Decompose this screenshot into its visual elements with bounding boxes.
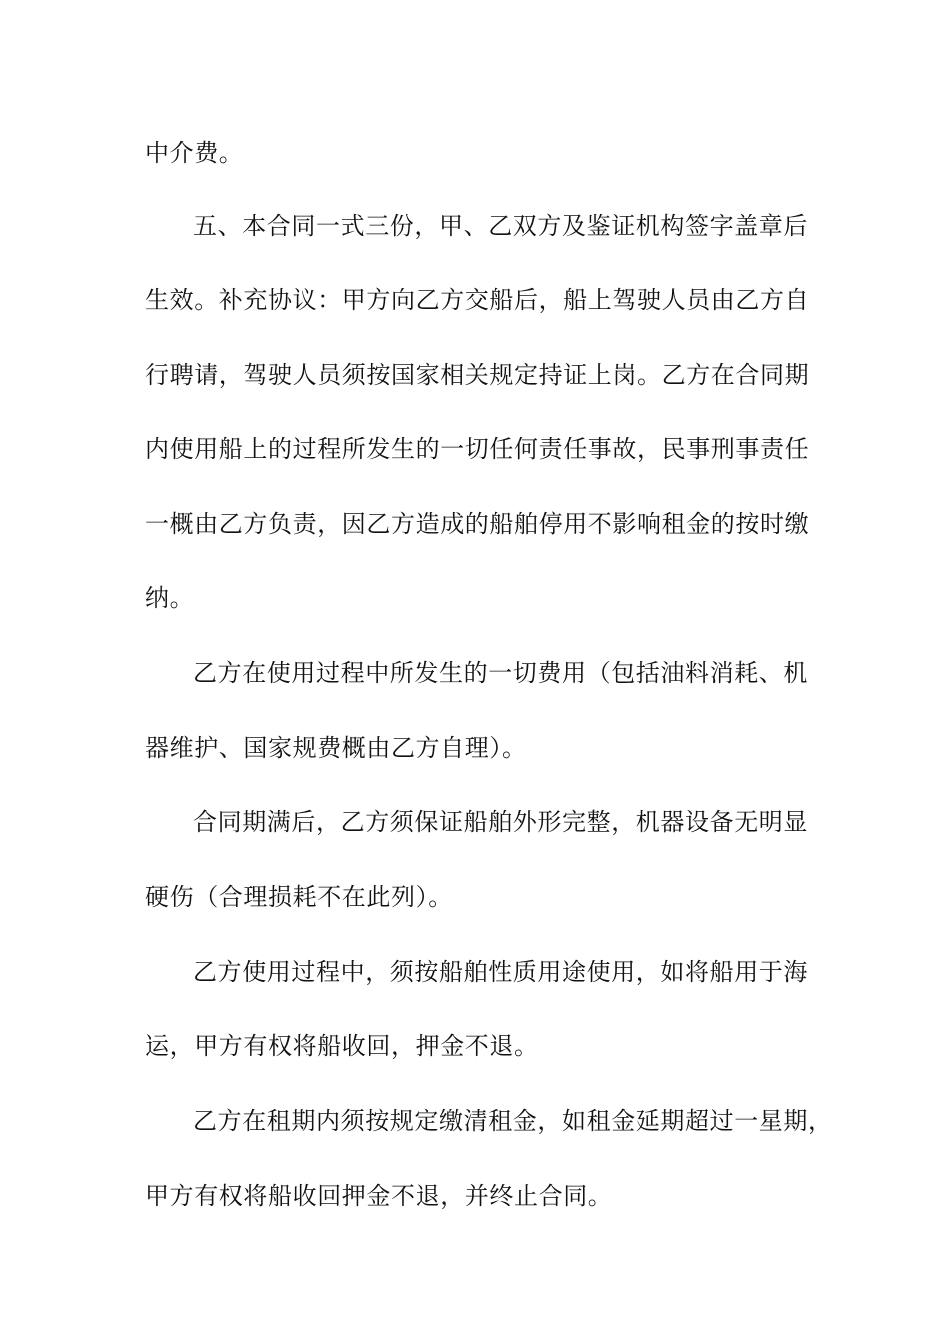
text-line: 行聘请，驾驶人员须按国家相关规定持证上岗。乙方在合同期 — [145, 361, 810, 389]
text-line: 合同期满后，乙方须保证船舶外形完整，机器设备无明显 — [193, 808, 808, 836]
text-line: 乙方使用过程中，须按船舶性质用途使用，如将船用于海 — [193, 958, 808, 986]
text-line: 运，甲方有权将船收回，押金不退。 — [145, 1032, 539, 1060]
text-line: 乙方在租期内须按规定缴清租金，如租金延期超过一星期， — [193, 1107, 833, 1135]
text-line: 生效。补充协议：甲方向乙方交船后，船上驾驶人员由乙方自 — [145, 286, 810, 314]
text-line: 乙方在使用过程中所发生的一切费用（包括油料消耗、机 — [193, 659, 808, 687]
text-line: 一概由乙方负责，因乙方造成的船舶停用不影响租金的按时缴 — [145, 510, 810, 538]
text-line: 五、本合同一式三份，甲、乙双方及鉴证机构签字盖章后 — [193, 212, 808, 240]
text-line: 器维护、国家规费概由乙方自理）。 — [145, 734, 527, 762]
text-line: 甲方有权将船收回押金不退，并终止合同。 — [145, 1182, 613, 1210]
text-line: 内使用船上的过程所发生的一切任何责任事故，民事刑事责任 — [145, 435, 810, 463]
text-line: 纳。 — [145, 584, 195, 612]
text-line: 中介费。 — [145, 139, 244, 167]
text-line: 硬伤（合理损耗不在此列）。 — [145, 883, 453, 911]
